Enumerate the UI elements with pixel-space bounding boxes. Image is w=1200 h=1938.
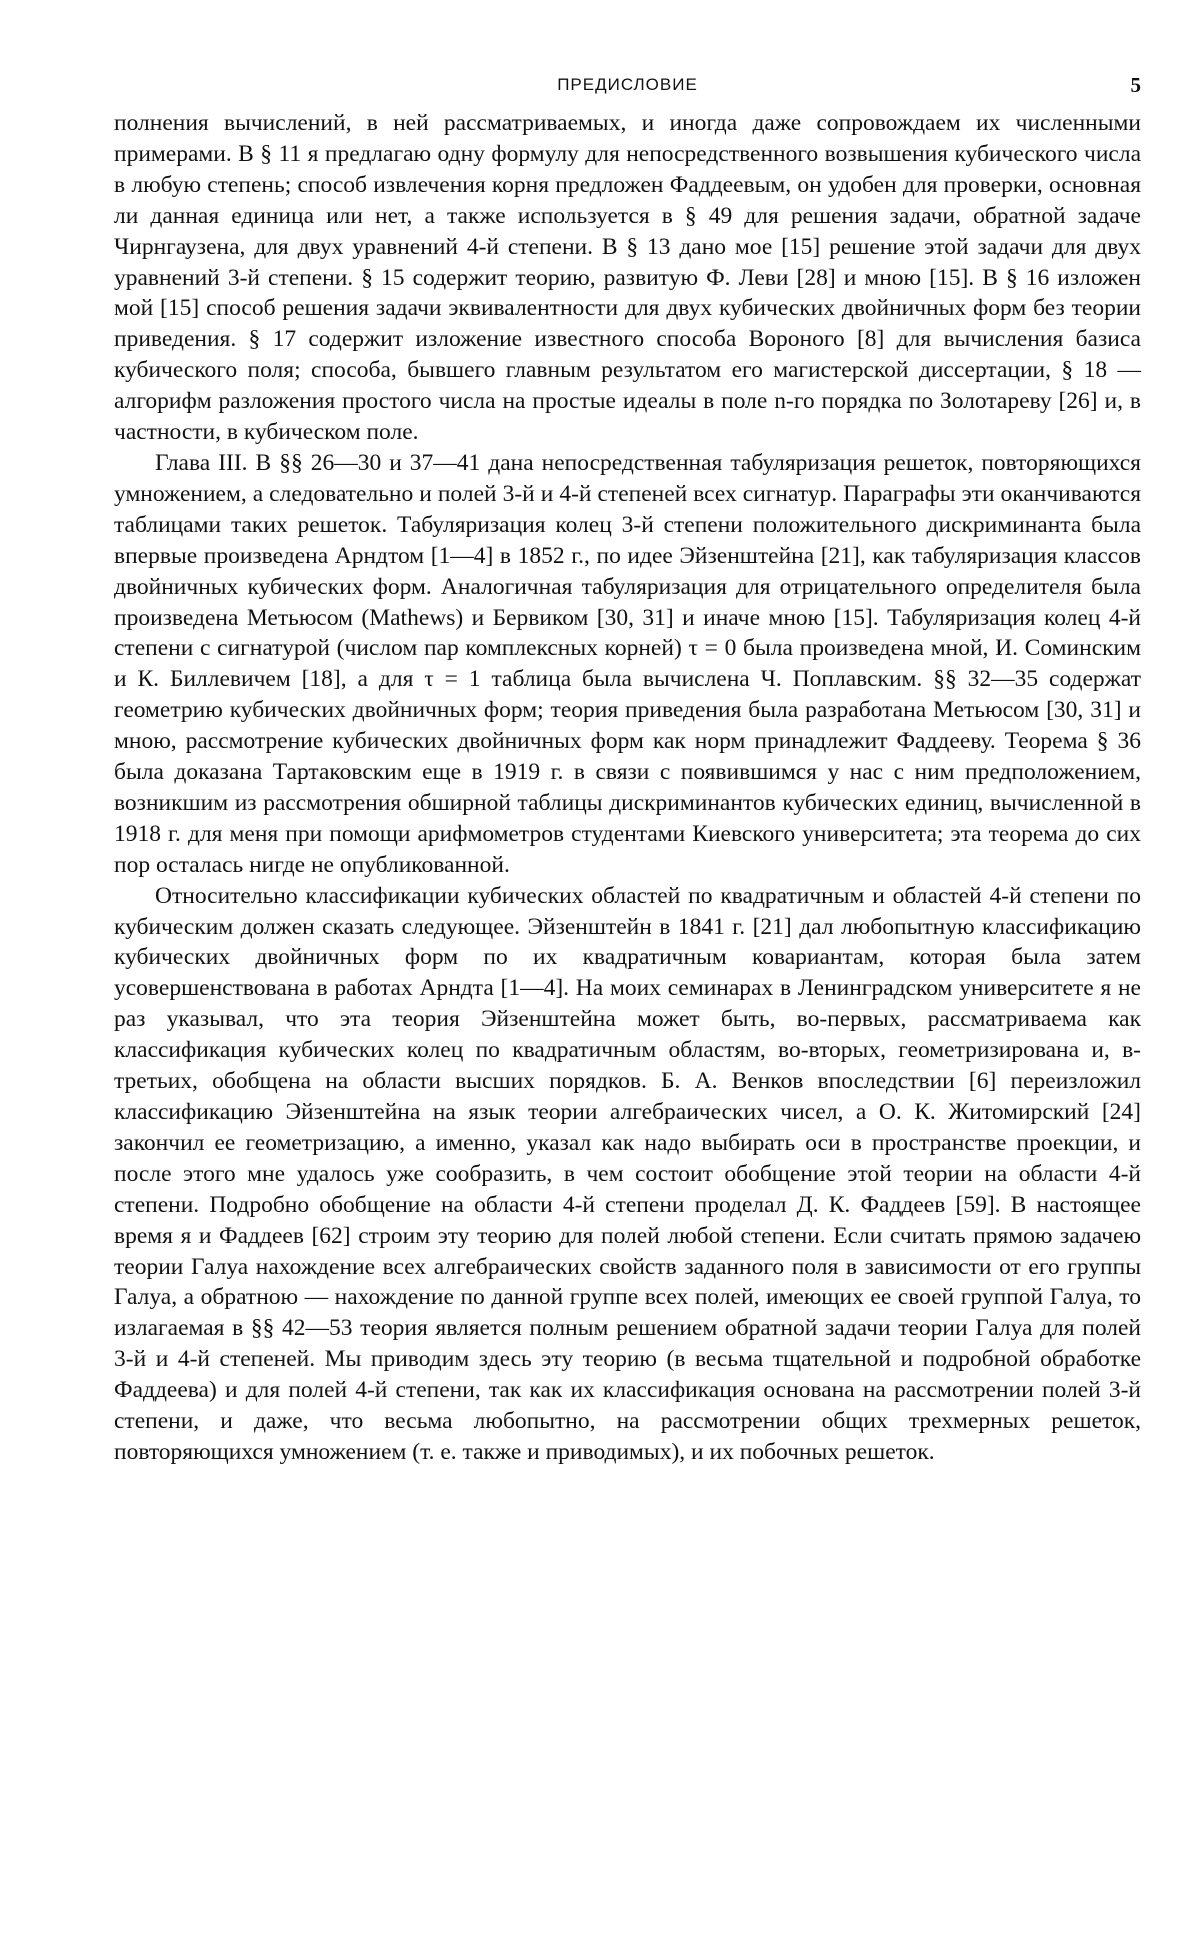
book-page — [0, 0, 1200, 1938]
paragraph-continued: полнения вычислений, в ней рассматриваемых, и иногда даже сопровождаем их численными примерами. В § 11 я предлагаю одну формулу для непосредственного возвышения кубического числа в любую степень; способ извлечения корня предложен Фаддеевым, он удобен для проверки, основная ли данная единица или нет, а также используется в § 49 для решения задачи, обратной задаче Чирнгаузена, для двух уравнений 4-й степени. В § 13 дано мое [15] решение этой задачи для двух уравнений 3-й степени. § 15 содержит теорию, развитую Ф. Леви [28] и мною [15]. В § 16 изложен мой [15] способ решения задачи эквивалентности для двух кубических двойничных форм без теории приведения. § 17 содержит изложение известного способа Вороного [8] для вычисления базиса кубического поля; способа, бывшего главным результатом его магистерской диссертации, § 18 — алгорифм разложения простого числа на простые идеалы в поле n-го порядка по Золотареву [26] и, в частности, в кубическом поле. — [114, 108, 1141, 448]
page-number: 5 — [1131, 70, 1142, 100]
running-head — [114, 70, 1141, 100]
page-title: ПРЕДИСЛОВИЕ — [114, 70, 1141, 100]
paragraph-classification: Относительно классификации кубических областей по квадратичным и областей 4-й степени по кубическим должен сказать следующее. Эйзенштейн в 1841 г. [21] дал любопытную классификацию кубических двойничных форм по их квадратичным ковариантам, которая была затем усовершенствована в работах Арндта [1—4]. На моих семинарах в Ленинградском университете я не раз указывал, что эта теория Эйзенштейна может быть, во-первых, рассматриваема как классификация кубических колец по квадратичным областям, во-вторых, геометризирована и, в-третьих, обобщена на области высших порядков. Б. А. Венков впоследствии [6] переизложил классификацию Эйзенштейна на язык теории алгебраических чисел, а О. К. Житомирский [24] закончил ее геометризацию, а именно, указал как надо выбирать оси в пространстве проекции, и после этого мне удалось уже сообразить, в чем состоит обобщение этой теории на области 4-й степени. Подробно обобщение на области 4-й степени проделал Д. К. Фаддеев [59]. В настоящее время я и Фаддеев [62] строим эту теорию для полей любой степени. Если считать прямою задачею теории Галуа нахождение всех алгебраических свойств заданного поля в зависимости от его группы Галуа, а обратною — нахождение по данной группе всех полей, имеющих ее своей группой Галуа, то излагаемая в §§ 42—53 теория является полным решением обратной задачи теории Галуа для полей 3-й и 4-й степеней. Мы приводим здесь эту теорию (в весьма тщательной и подробной обработке Фаддеева) и для полей 4-й степени, так как их классификация основана на рассмотрении полей 3-й степени, и даже, что весьма любопытно, на рассмотрении общих трехмерных решеток, повторяющихся умножением (т. е. также и приводимых), и их побочных решеток. — [114, 881, 1141, 1468]
text-body — [114, 108, 1141, 1468]
paragraph-chapter-three: Глава III. В §§ 26—30 и 37—41 дана непосредственная табуляризация решеток, повторяющихся умножением, а следовательно и полей 3-й и 4-й степеней всех сигнатур. Параграфы эти оканчиваются таблицами таких решеток. Табуляризация колец 3-й степени положительного дискриминанта была впервые произведена Арндтом [1—4] в 1852 г., по идее Эйзенштейна [21], как табуляризация классов двойничных кубических форм. Аналогичная табуляризация для отрицательного определителя была произведена Метьюсом (Mathews) и Бервиком [30, 31] и иначе мною [15]. Табуляризация колец 4-й степени с сигнатурой (числом пар комплексных корней) τ = 0 была произведена мной, И. Соминским и К. Биллевичем [18], а для τ = 1 таблица была вычислена Ч. Поплавским. §§ 32—35 содержат геометрию кубических двойничных форм; теория приведения была разработана Метьюсом [30, 31] и мною, рассмотрение кубических двойничных форм как норм принадлежит Фаддееву. Теорема § 36 была доказана Тартаковским еще в 1919 г. в связи с появившимся у нас с ним предположением, возникшим из рассмотрения обширной таблицы дискриминантов кубических единиц, вычисленной в 1918 г. для меня при помощи арифмометров студентами Киевского университета; эта теорема до сих пор осталась нигде не опубликованной. — [114, 448, 1141, 881]
